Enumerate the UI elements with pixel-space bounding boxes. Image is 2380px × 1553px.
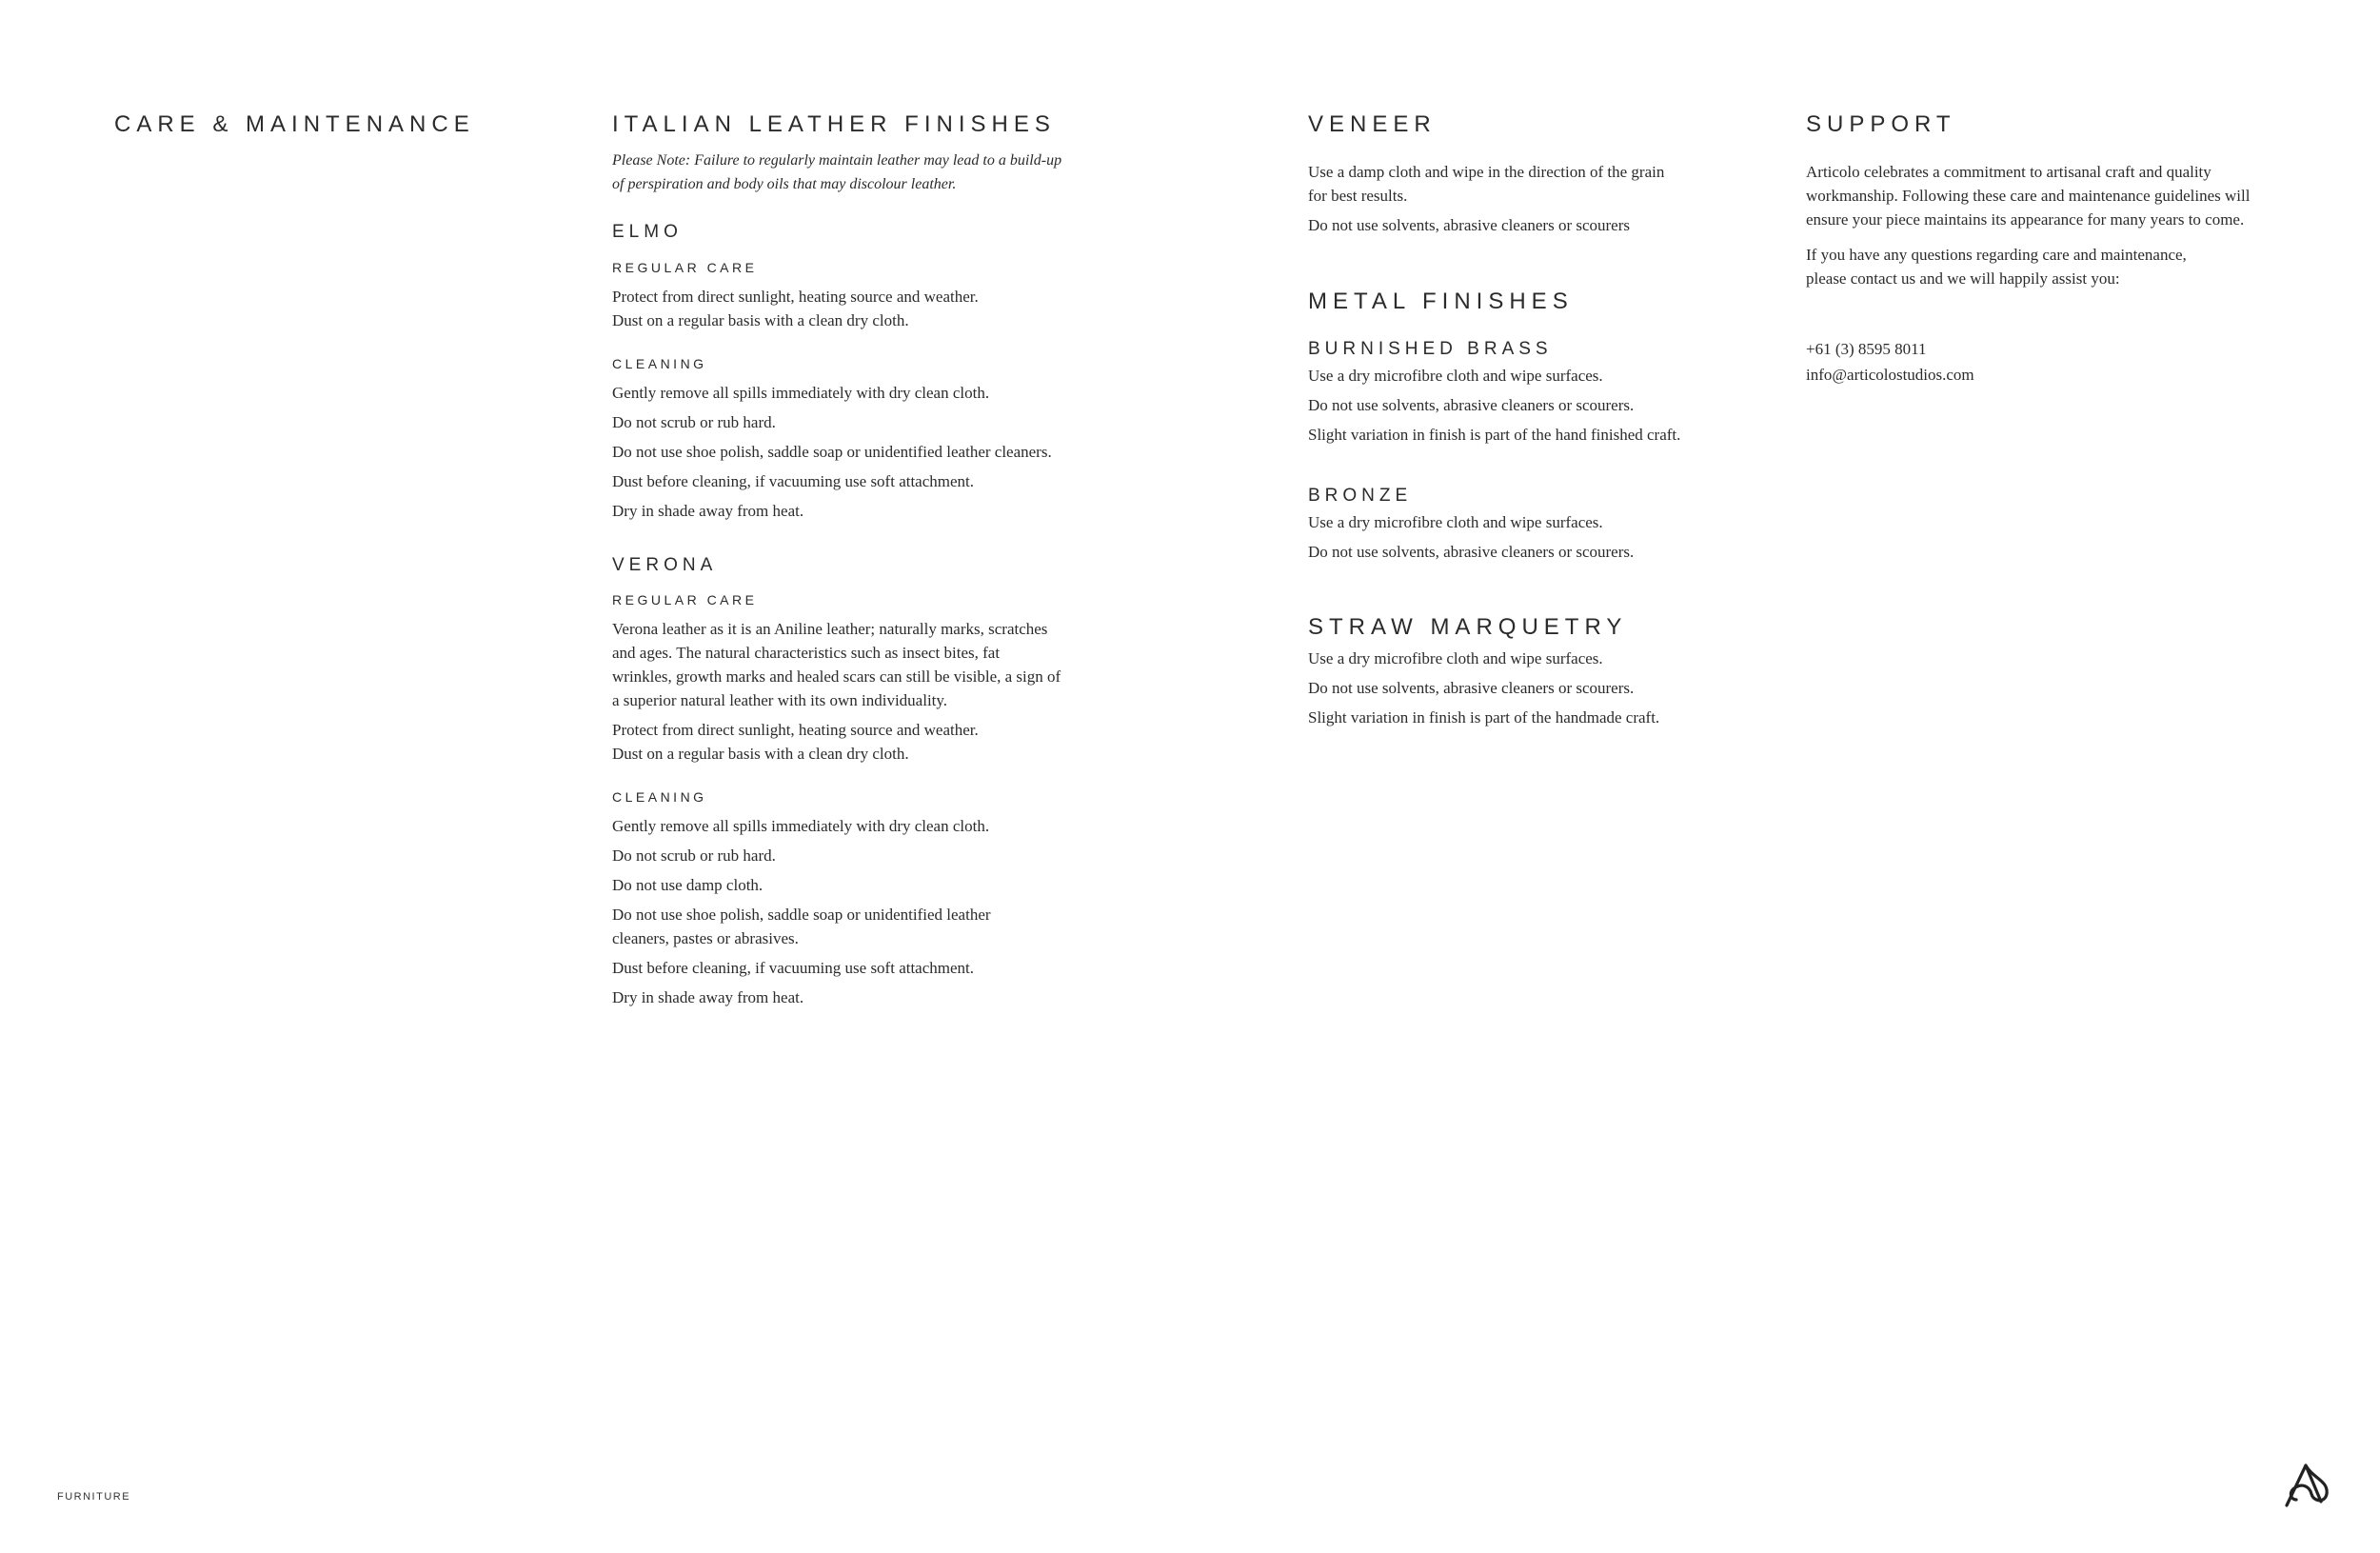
verona-cleaning-title: CLEANING	[612, 789, 707, 805]
bronze-line: Use a dry microfibre cloth and wipe surfaces.	[1308, 513, 1603, 531]
metal-title: METAL FINISHES	[1308, 289, 1574, 314]
articolo-logo-icon	[2283, 1460, 2332, 1509]
footer-label: FURNITURE	[57, 1491, 131, 1503]
verona-cleaning-item: Dry in shade away from heat.	[612, 988, 804, 1006]
support-para-line: If you have any questions regarding care and maintenance,	[1806, 246, 2187, 264]
elmo-regular-care-line: Protect from direct sunlight, heating source and weather.	[612, 288, 979, 306]
elmo-cleaning-item: Do not scrub or rub hard.	[612, 413, 776, 431]
elmo-title: ELMO	[612, 222, 683, 242]
leather-note-line: of perspiration and body oils that may discolour leather.	[612, 176, 957, 192]
elmo-cleaning-title: CLEANING	[612, 356, 707, 371]
bronze-title: BRONZE	[1308, 486, 1413, 506]
brass-title: BURNISHED BRASS	[1308, 339, 1553, 359]
verona-cleaning-item: Do not use shoe polish, saddle soap or unidentified leather	[612, 906, 991, 924]
leather-note-line: Please Note: Failure to regularly maintain leather may lead to a build-up	[612, 152, 1062, 169]
verona-regular-care-para-line: and ages. The natural characteristics such as insect bites, fat	[612, 644, 1001, 662]
straw-title: STRAW MARQUETRY	[1308, 614, 1628, 640]
support-para-line: Articolo celebrates a commitment to artisanal craft and quality	[1806, 163, 2211, 181]
support-phone-link[interactable]: +61 (3) 8595 8011	[1806, 340, 1927, 358]
support-email-link[interactable]: info@articolostudios.com	[1806, 366, 1974, 384]
elmo-regular-care-title: REGULAR CARE	[612, 260, 758, 275]
straw-line: Do not use solvents, abrasive cleaners or scourers.	[1308, 679, 1635, 697]
leather-title: ITALIAN LEATHER FINISHES	[612, 111, 1056, 137]
verona-regular-care-para-line: wrinkles, growth marks and healed scars can still be visible, a sign of	[612, 667, 1061, 686]
veneer-title: VENEER	[1308, 111, 1437, 137]
verona-cleaning-item: Dust before cleaning, if vacuuming use soft attachment.	[612, 959, 975, 977]
brass-line: Slight variation in finish is part of the hand finished craft.	[1308, 426, 1681, 444]
verona-regular-care-title: REGULAR CARE	[612, 592, 758, 607]
verona-cleaning-item: Gently remove all spills immediately with dry clean cloth.	[612, 817, 990, 835]
verona-cleaning-item: Do not scrub or rub hard.	[612, 846, 776, 865]
articolo-logo-icon	[2283, 1460, 2332, 1509]
veneer-line: for best results.	[1308, 187, 1408, 205]
verona-regular-care-para-line: a superior natural leather with its own individuality.	[612, 691, 948, 709]
veneer-line: Use a damp cloth and wipe in the direction of the grain	[1308, 163, 1665, 181]
brass-line: Do not use solvents, abrasive cleaners or scourers.	[1308, 396, 1635, 414]
straw-line: Slight variation in finish is part of the handmade craft.	[1308, 708, 1660, 727]
elmo-regular-care-line: Dust on a regular basis with a clean dry cloth.	[612, 311, 909, 329]
verona-title: VERONA	[612, 555, 718, 575]
elmo-cleaning-item: Dry in shade away from heat.	[612, 502, 804, 520]
elmo-cleaning-item: Gently remove all spills immediately with dry clean cloth.	[612, 384, 990, 402]
straw-line: Use a dry microfibre cloth and wipe surfaces.	[1308, 649, 1603, 667]
verona-regular-care-para-line: Verona leather as it is an Aniline leather; naturally marks, scratches	[612, 620, 1048, 638]
brass-line: Use a dry microfibre cloth and wipe surfaces.	[1308, 367, 1603, 385]
verona-regular-care-line: Protect from direct sunlight, heating source and weather.	[612, 721, 979, 739]
page-title-column	[114, 110, 475, 139]
veneer-line: Do not use solvents, abrasive cleaners or scourers	[1308, 216, 1631, 234]
verona-cleaning-item: cleaners, pastes or abrasives.	[612, 929, 799, 947]
elmo-cleaning-item: Do not use shoe polish, saddle soap or unidentified leather cleaners.	[612, 443, 1052, 461]
verona-cleaning-item: Do not use damp cloth.	[612, 876, 764, 894]
support-para-line: ensure your piece maintains its appearance for many years to come.	[1806, 210, 2245, 229]
support-para-line: please contact us and we will happily assist you:	[1806, 269, 2120, 288]
verona-regular-care-line: Dust on a regular basis with a clean dry cloth.	[612, 745, 909, 763]
support-title: SUPPORT	[1806, 111, 1956, 137]
bronze-line: Do not use solvents, abrasive cleaners or scourers.	[1308, 543, 1635, 561]
page-title: CARE & MAINTENANCE	[114, 111, 475, 137]
elmo-cleaning-item: Dust before cleaning, if vacuuming use soft attachment.	[612, 472, 975, 490]
support-para-line: workmanship. Following these care and maintenance guidelines will	[1806, 187, 2251, 205]
